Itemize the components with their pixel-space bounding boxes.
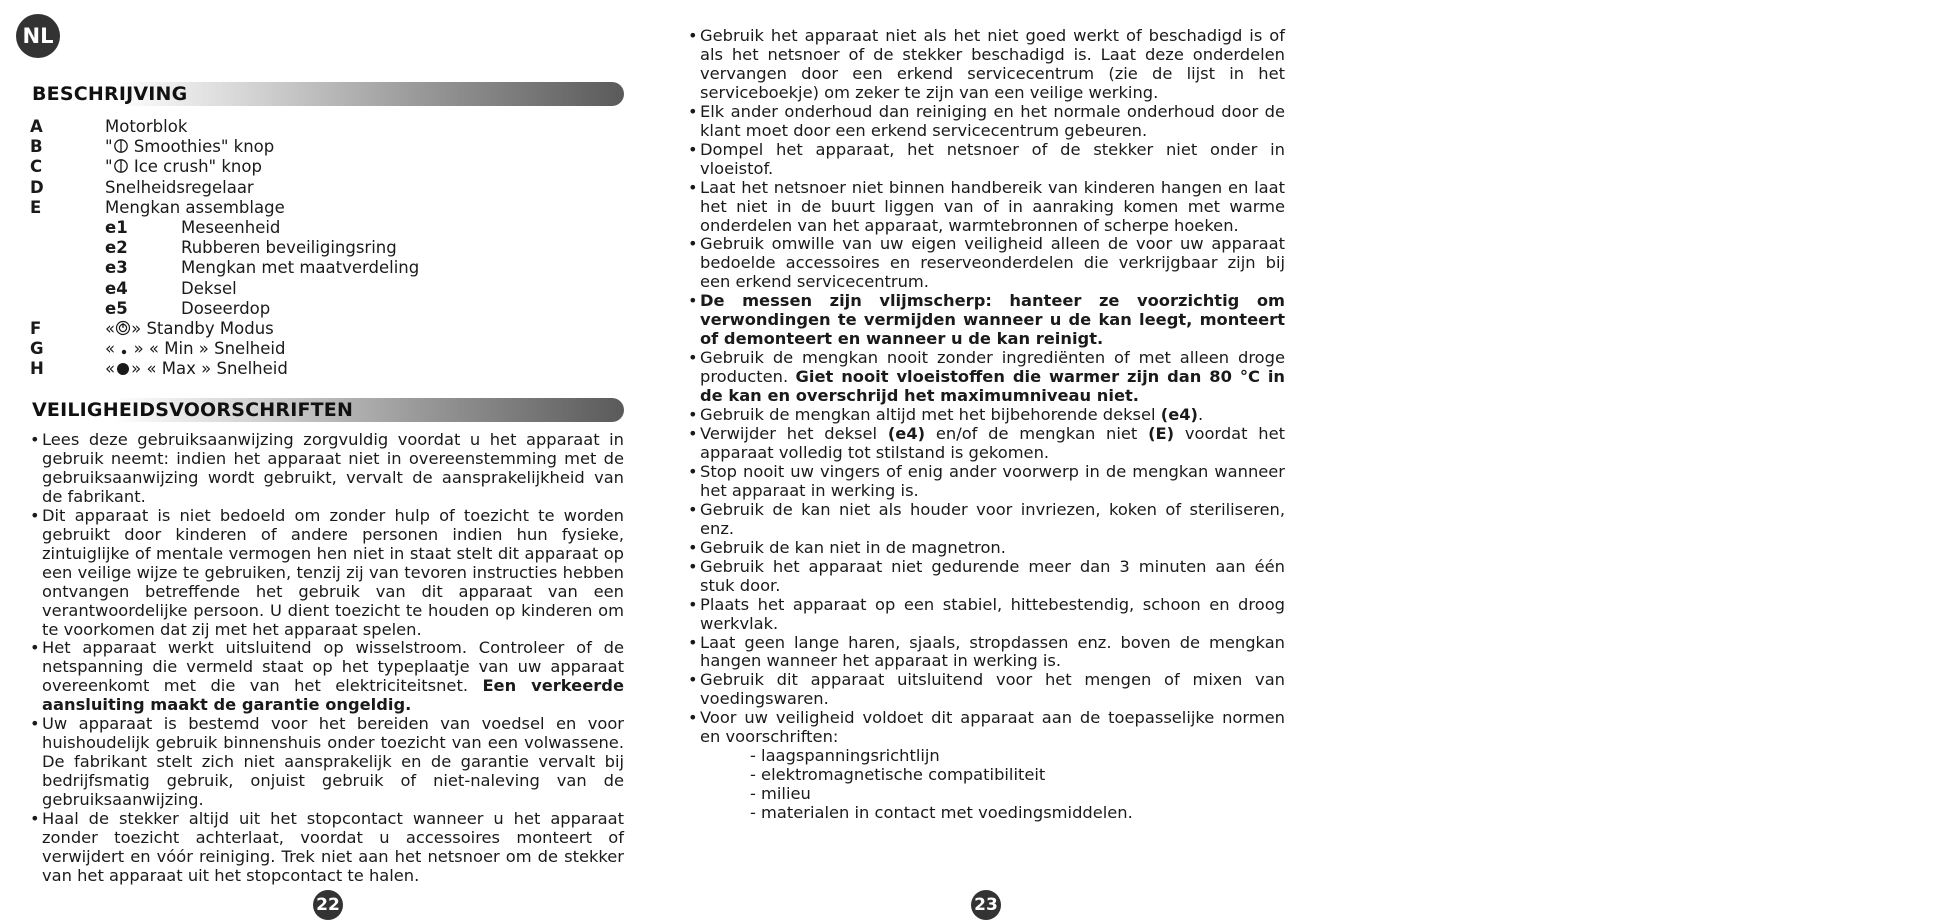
bullet-mid: en/of de mengkan niet — [925, 424, 1149, 444]
item-letter: D — [30, 177, 44, 197]
safety-heading — [30, 398, 624, 422]
bullet-text: Uw apparaat is bestemd voor het bereiden van voedsel en voor huishoudelijk gebruik binnenshuis onder toezicht van een volwassene. De fabrikant stelt zich niet aansprakelijk en de garantie vervalt bij bedrijfsmatig gebruik, onjuist gebruik of niet-naleving van de gebruiksaanwijzing. — [42, 714, 624, 810]
item-text-pre: " — [105, 137, 113, 157]
description-item — [30, 178, 590, 198]
item-text: Snelheidsregelaar — [105, 177, 254, 197]
item-text-post: » Standby Modus — [131, 318, 274, 338]
safety-bullet — [688, 501, 1285, 539]
description-item — [30, 238, 590, 258]
safety-bullet — [30, 810, 624, 886]
item-text: Doseerdop — [181, 298, 271, 318]
description-item — [30, 359, 590, 379]
bullet-tail: voordat het apparaat volledig tot stilstand is gekomen. — [700, 424, 1286, 462]
norms-list — [688, 747, 1285, 823]
description-item — [30, 299, 590, 319]
page-number-left: 22 — [313, 890, 343, 920]
page-number-right: 23 — [971, 890, 1001, 920]
description-item — [30, 157, 590, 177]
bullet-text: Het apparaat werkt uitsluitend op wisselstroom. Controleer of de netspanning die vermeld staat op het typeplaatje van uw apparaat overeenkomt met die van het elektriciteitsnet. — [42, 638, 624, 696]
description-item — [30, 279, 590, 299]
item-text-post: » « Max » Snelheid — [131, 359, 288, 379]
safety-bullet — [688, 292, 1285, 349]
item-letter: C — [30, 157, 43, 177]
item-text-pre: « — [105, 339, 121, 359]
bullet-text: Gebruik de mengkan nooit zonder ingrediënten of met alleen droge producten. — [700, 348, 1285, 387]
item-sub-letter: e2 — [105, 238, 128, 258]
safety-bullet — [30, 715, 624, 810]
bullet-text: Lees deze gebruiksaanwijzing zorgvuldig voordat u het apparaat in gebruik neemt: indien het apparaat niet in overeenstemming met de gebruiksaanwijzing wordt gebruikt, vervalt de aansprakelijkheid van de fabrikant. — [42, 430, 624, 506]
power-icon — [113, 138, 129, 154]
bullet-bold2: (E) — [1148, 424, 1175, 444]
item-text — [105, 157, 262, 177]
bullet-text: Gebruik dit apparaat uitsluitend voor het mengen of mixen van voedingswaren. — [700, 670, 1285, 709]
bullet-bold: Giet nooit vloeistoffen die warmer zijn dan 80 °C in de kan en overschrijd het maximumniveau niet. — [700, 367, 1285, 406]
description-list — [30, 117, 590, 379]
safety-bullet — [688, 235, 1285, 292]
description-item — [30, 319, 590, 339]
norm-item: - laagspanningsrichtlijn — [750, 746, 940, 766]
bullet-text: Haal de stekker altijd uit het stopcontact wanneer u het apparaat zonder toezicht achterlaat, voordat u accessoires monteert of verwijdert en vóór reiniging. Trek niet aan het netsnoer om de stekker van het apparaat uit het stopcontact te halen. — [42, 809, 624, 885]
description-item — [30, 198, 590, 218]
bullet-bold: (e4) — [887, 424, 926, 444]
bullet-text: Stop nooit uw vingers of enig ander voorwerp in de mengkan wanneer het apparaat in werking is. — [700, 461, 1285, 500]
item-text-post: » « Min » Snelheid — [128, 339, 286, 359]
item-text: Meseenheid — [181, 217, 281, 237]
bullet-text: Gebruik het apparaat niet gedurende meer dan 3 minuten aan één stuk door. — [700, 556, 1285, 595]
bullet-tail: . — [1198, 405, 1204, 425]
bullet-text: Voor uw veiligheid voldoet dit apparaat aan de toepasselijke normen en voorschriften: — [700, 708, 1285, 747]
safety-bullet — [30, 431, 624, 507]
norm-item: - elektromagnetische compatibiliteit — [750, 765, 1046, 785]
power-icon — [113, 158, 129, 174]
safety-list-right — [688, 27, 1285, 823]
item-text — [105, 319, 274, 339]
bullet-bold: (e4) — [1160, 405, 1199, 425]
safety-bullet — [688, 27, 1285, 103]
item-sub-letter: e1 — [105, 217, 128, 237]
large-dot-icon — [115, 360, 131, 376]
safety-bullet — [688, 634, 1285, 672]
item-text — [105, 359, 288, 379]
safety-bullet — [688, 349, 1285, 406]
description-item — [30, 258, 590, 278]
norm-item: - milieu — [750, 784, 811, 804]
item-letter: E — [30, 197, 42, 217]
safety-bullet — [688, 671, 1285, 709]
safety-bullet — [30, 639, 624, 715]
safety-bullet — [30, 507, 624, 640]
safety-title: VEILIGHEIDSVOORSCHRIFTEN — [32, 399, 354, 421]
item-sub-letter: e5 — [105, 298, 128, 318]
standby-icon — [115, 320, 131, 336]
item-letter: A — [30, 117, 43, 136]
item-text-pre: « — [105, 359, 116, 379]
item-text: Deksel — [181, 278, 237, 298]
language-badge: NL — [16, 14, 60, 58]
bullet-bold: Een verkeerde aansluiting maakt de garantie ongeldig. — [42, 676, 624, 715]
item-text-pre: « — [105, 318, 116, 338]
item-text: Motorblok — [105, 117, 188, 136]
bullet-text: Gebruik de mengkan altijd met het bijbehorende deksel — [700, 405, 1161, 425]
description-item — [30, 117, 590, 137]
bullet-text: Laat geen lange haren, sjaals, stropdassen enz. boven de mengkan hangen wanneer het apparaat in werking is. — [700, 632, 1285, 671]
bullet-text: Gebruik omwille van uw eigen veiligheid alleen de voor uw apparaat bedoelde accessoires en reserveonderdelen die verkrijgbaar zijn bij een erkend servicecentrum. — [700, 234, 1285, 292]
safety-bullet — [688, 463, 1285, 501]
description-title: BESCHRIJVING — [32, 83, 188, 105]
bullet-text: Dit apparaat is niet bedoeld om zonder hulp of toezicht te worden gebruikt door kinderen of andere personen indien hun fysieke, zintuiglijke of mentale vermogen hen niet in staat stelt dit apparaat op een veilige wijze te gebruiken, tenzij zij van tevoren instructies hebben ontvangen betreffende het gebruik van dit apparaat van een verantwoordelijke persoon. U dient toezicht te houden op kinderen om te voorkomen dat zij met het apparaat spelen. — [42, 505, 624, 639]
bullet-text: Plaats het apparaat op een stabiel, hittebestendig, schoon en droog werkvlak. — [700, 594, 1285, 633]
bullet-text: Gebruik de kan niet in de magnetron. — [700, 537, 1006, 557]
safety-bullet — [688, 558, 1285, 596]
item-letter: H — [30, 359, 44, 379]
item-text — [105, 339, 285, 359]
item-text-post: Ice crush" knop — [128, 157, 262, 177]
norm-item: - materialen in contact met voedingsmiddelen. — [750, 803, 1133, 823]
item-letter: G — [30, 339, 44, 359]
item-text-post: Smoothies" knop — [128, 137, 275, 157]
description-item — [30, 137, 590, 157]
safety-bullet — [688, 596, 1285, 634]
item-sub-letter: e4 — [105, 278, 128, 298]
bullet-bold: De messen zijn vlijmscherp: hanteer ze voorzichtig om verwondingen te vermijden wanneer u de kan leegt, monteert of demonteert en wanneer u de kan reinigt. — [700, 291, 1285, 349]
bullet-text: Gebruik het apparaat niet als het niet goed werkt of beschadigd is of als het netsnoer of de stekker beschadigd is. Laat deze onderdelen vervangen door een erkend servicecentrum (zie de lijst in het serviceboekje) om zeker te zijn van een veilige werking. — [700, 26, 1285, 102]
bullet-text: Verwijder het deksel — [700, 424, 888, 444]
safety-bullet — [688, 539, 1285, 558]
safety-list-left — [30, 431, 624, 886]
safety-bullet — [688, 406, 1285, 425]
safety-bullet — [688, 179, 1285, 236]
bullet-text: Laat het netsnoer niet binnen handbereik van kinderen hangen en laat het niet in de buurt liggen van of in aanraking komen met warme onderdelen van het apparaat, warmtebronnen of scherpe hoeken. — [700, 177, 1285, 235]
description-item — [30, 339, 590, 359]
bullet-text: Dompel het apparaat, het netsnoer of de stekker niet onder in vloeistof. — [700, 139, 1285, 178]
description-item — [30, 218, 590, 238]
item-text: Rubberen beveiligingsring — [181, 238, 397, 258]
item-text: Mengkan met maatverdeling — [181, 258, 420, 278]
safety-bullet — [688, 709, 1285, 747]
safety-bullet — [688, 103, 1285, 141]
item-text: Mengkan assemblage — [105, 197, 285, 217]
item-sub-letter: e3 — [105, 258, 128, 278]
safety-bullet — [688, 425, 1285, 463]
item-text-pre: " — [105, 157, 113, 177]
bullet-text: Gebruik de kan niet als houder voor invriezen, koken of steriliseren, enz. — [700, 499, 1285, 538]
description-heading — [30, 82, 624, 106]
bullet-text: Elk ander onderhoud dan reiniging en het normale onderhoud door de klant moet door een erkend servicecentrum gebeuren. — [700, 101, 1285, 140]
item-letter: F — [30, 318, 42, 338]
safety-bullet — [688, 141, 1285, 179]
item-text — [105, 137, 274, 157]
item-letter: B — [30, 137, 43, 157]
